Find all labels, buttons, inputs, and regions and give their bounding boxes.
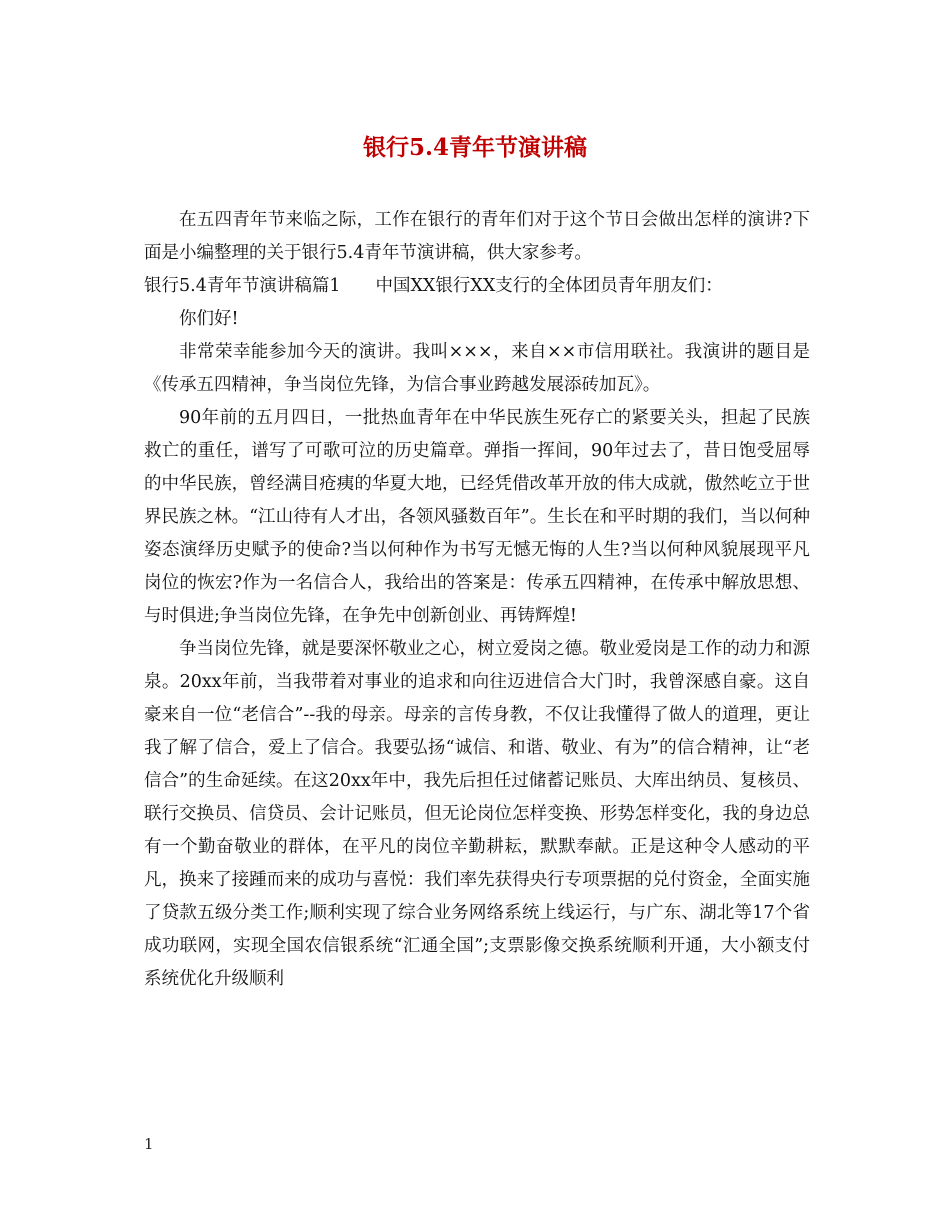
- paragraph-greeting: 你们好!: [179, 309, 239, 329]
- document-title: 银行5.4青年节演讲稿: [362, 134, 587, 161]
- paragraph-self-introduction: 非常荣幸能参加今天的演讲。我叫×××，来自××市信用联社。我演讲的题目是《传承五四精神，争当岗位先锋，为信合事业跨越发展添砖加瓦》。: [144, 342, 810, 395]
- paragraph-speech-heading: 银行5.4青年节演讲稿篇1 中国XX银行XX支行的全体团员青年朋友们：: [144, 276, 723, 296]
- page-number: 1: [144, 1135, 154, 1153]
- paragraph-intro: 在五四青年节来临之际，工作在银行的青年们对于这个节日会做出怎样的演讲?下面是小编整理的关于银行5.4青年节演讲稿，供大家参考。: [144, 210, 810, 263]
- document-body: [144, 204, 810, 996]
- paragraph-dedication: 争当岗位先锋，就是要深怀敬业之心，树立爱岗之德。敬业爱岗是工作的动力和源泉。20xx年前，当我带着对事业的追求和向往迈进信合大门时，我曾深感自豪。这自豪来自一位“老信合”--我的母亲。母亲的言传身教，不仅让我懂得了做人的道理，更让我了解了信合，爱上了信合。我要弘扬“诚信、和谐、敬业、有为”的信合精神，让“老信合”的生命延续。在这20xx年中，我先后担任过储蓄记账员、大库出纳员、复核员、联行交换员、信贷员、会计记账员，但无论岗位怎样变换、形势怎样变化，我的身边总有一个勤奋敬业的群体，在平凡的岗位辛勤耕耘，默默奉献。正是这种令人感动的平凡，换来了接踵而来的成功与喜悦：我们率先获得央行专项票据的兑付资金，全面实施了贷款五级分类工作;顺利实现了综合业务网络系统上线运行，与广东、湖北等17个省成功联网，实现全国农信银系统“汇通全国”;支票影像交换系统顺利开通，大小额支付系统优化升级顺利: [144, 639, 810, 989]
- paragraph-history: 90年前的五月四日，一批热血青年在中华民族生死存亡的紧要关头，担起了民族救亡的重任，谱写了可歌可泣的历史篇章。弹指一挥间，90年过去了，昔日饱受屈辱的中华民族，曾经满目疮痍的华夏大地，已经凭借改革开放的伟大成就，傲然屹立于世界民族之林。“江山待有人才出，各领风骚数百年”。生长在和平时期的我们，当以何种姿态演绎历史赋予的使命?当以何种作为书写无憾无悔的人生?当以何种风貌展现平凡岗位的恢宏?作为一名信合人，我给出的答案是：传承五四精神，在传承中解放思想、与时俱进;争当岗位先锋，在争先中创新创业、再铸辉煌!: [144, 408, 810, 626]
